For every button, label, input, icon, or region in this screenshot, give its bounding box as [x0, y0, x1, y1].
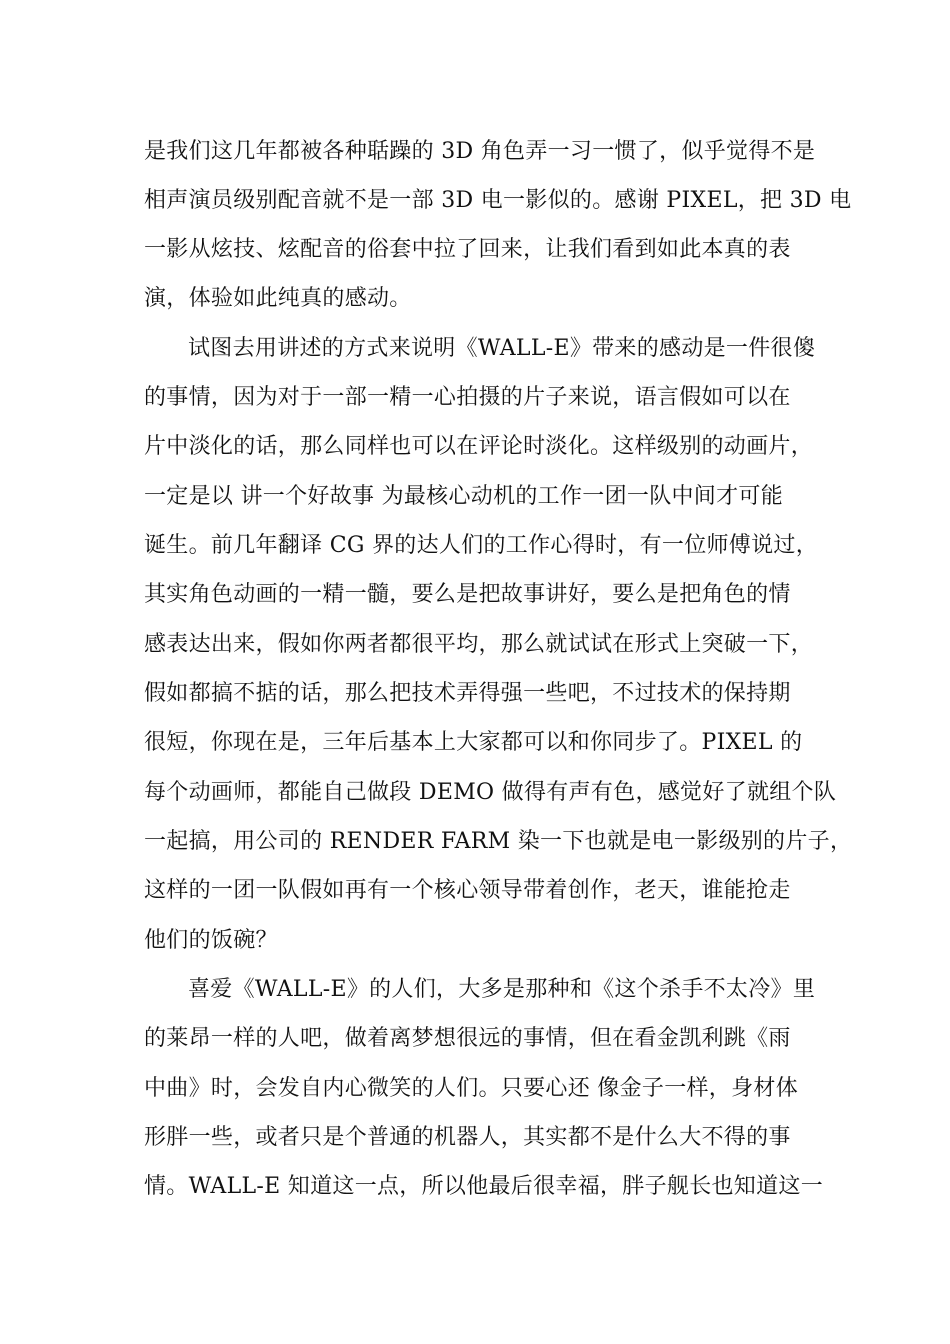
text-line: 相声演员级别配音就不是一部 3D 电一影似的。感谢 PIXEL，把 3D 电: [144, 188, 852, 213]
text-line: 很短，你现在是，三年后基本上大家都可以和你同步了。PIXEL 的: [144, 730, 803, 755]
text-line: 假如都搞不掂的话，那么把技术弄得强一些吧，不过技术的保持期: [144, 681, 791, 706]
text-line: 的事情，因为对于一部一精一心拍摄的片子来说，语言假如可以在: [144, 385, 791, 410]
text-line: 一起搞，用公司的 RENDER FARM 染一下也就是电一影级别的片子，: [144, 829, 853, 854]
text-line: 诞生。前几年翻译 CG 界的达人们的工作心得时，有一位师傅说过，: [144, 533, 818, 558]
text-line: 一定是以 讲一个好故事 为最核心动机的工作一团一队中间才可能: [144, 484, 783, 509]
text-line: 一影从炫技、炫配音的俗套中拉了回来，让我们看到如此本真的表: [144, 237, 791, 262]
text-line: 是我们这几年都被各种聒躁的 3D 角色弄一习一惯了，似乎觉得不是: [144, 139, 816, 164]
paragraph-first-line: 喜爱《WALL-E》的人们，大多是那种和《这个杀手不太冷》里: [188, 977, 816, 1002]
text-line: 每个动画师，都能自己做段 DEMO 做得有声有色，感觉好了就组个队: [144, 780, 837, 805]
paragraph-first-line: 试图去用讲述的方式来说明《WALL-E》带来的感动是一件很傻: [188, 336, 816, 361]
text-line: 的莱昂一样的人吧，做着离梦想很远的事情，但在看金凯利跳《雨: [144, 1026, 791, 1051]
text-line: 他们的饭碗？: [144, 928, 278, 953]
text-line: 其实角色动画的一精一髓，要么是把故事讲好，要么是把角色的情: [144, 582, 791, 607]
text-line: 这样的一团一队假如再有一个核心领导带着创作，老天，谁能抢走: [144, 878, 791, 903]
text-line: 感表达出来，假如你两者都很平均，那么就试试在形式上突破一下，: [144, 632, 814, 657]
text-line: 情。WALL-E 知道这一点，所以他最后很幸福，胖子舰长也知道这一: [144, 1174, 824, 1199]
text-line: 中曲》时，会发自内心微笑的人们。只要心还 像金子一样，身材体: [144, 1076, 798, 1101]
text-line: 演，体验如此纯真的感动。: [144, 286, 412, 311]
text-line: 片中淡化的话，那么同样也可以在评论时淡化。这样级别的动画片，: [144, 434, 814, 459]
text-line: 形胖一些，或者只是个普通的机器人，其实都不是什么大不得的事: [144, 1125, 791, 1150]
